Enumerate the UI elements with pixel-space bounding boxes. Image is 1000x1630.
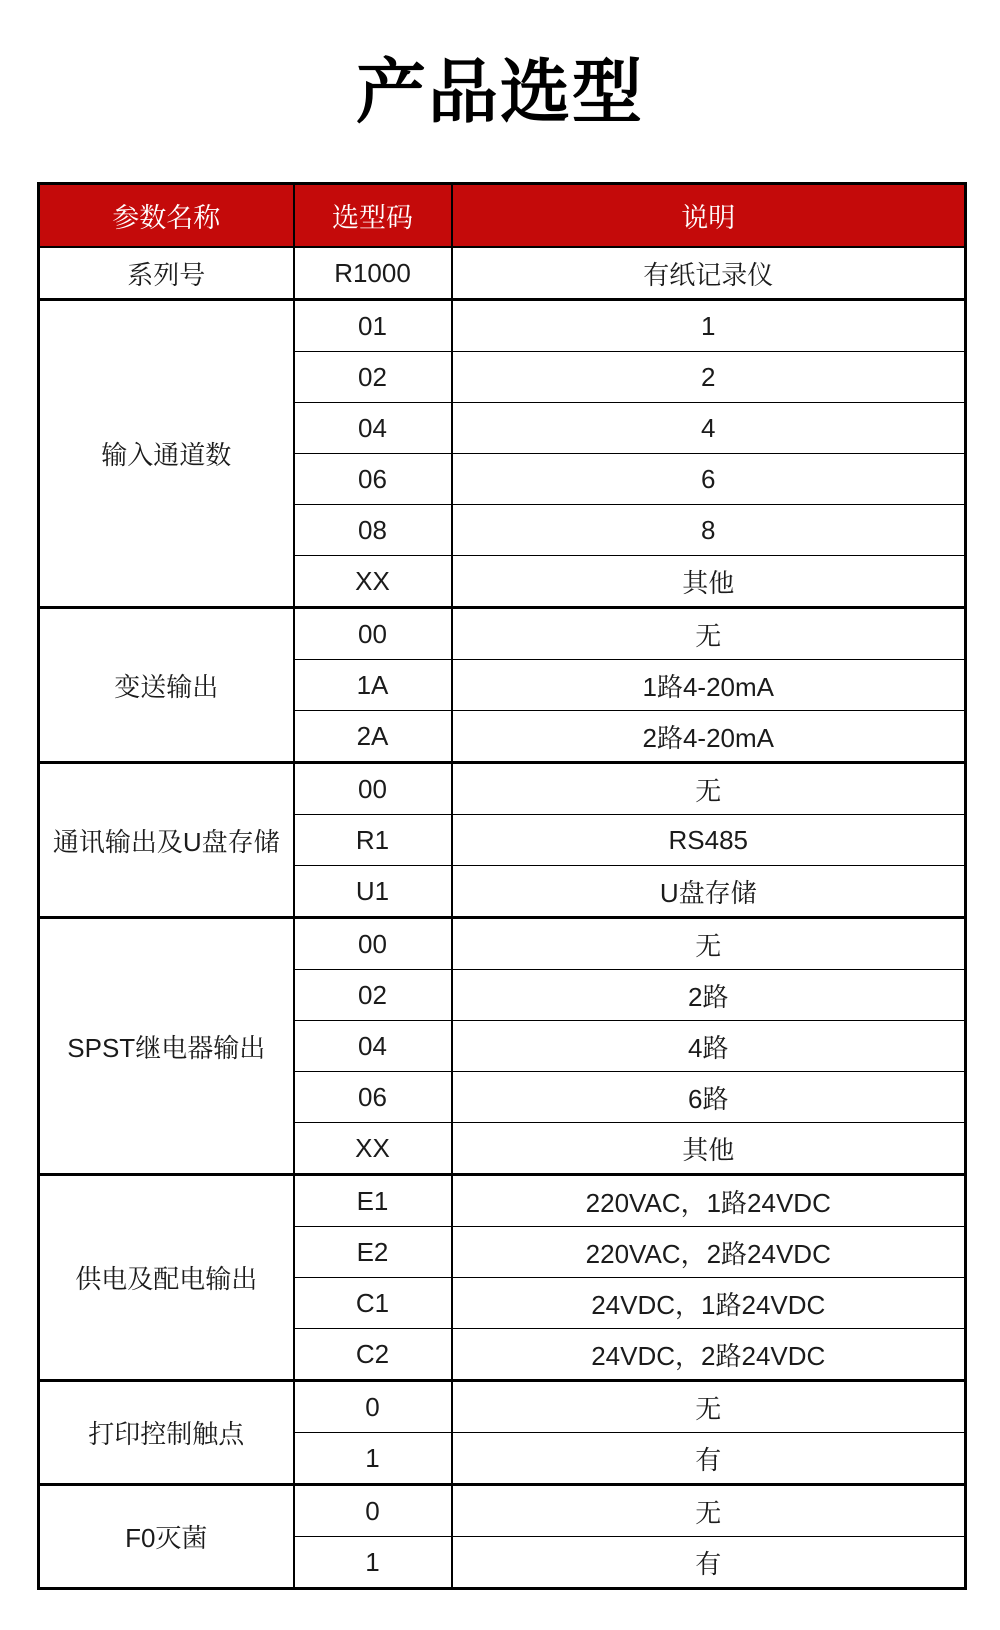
description-cell: 无: [452, 763, 966, 815]
param-name-cell: 系列号: [39, 247, 294, 300]
selection-code-cell: 00: [294, 763, 452, 815]
description-cell: 2路: [452, 970, 966, 1021]
column-header-selection-code: 选型码: [294, 184, 452, 248]
selection-code-cell: XX: [294, 556, 452, 608]
selection-code-cell: 08: [294, 505, 452, 556]
description-cell: 24VDC，1路24VDC: [452, 1278, 966, 1329]
description-cell: 无: [452, 918, 966, 970]
description-cell: 220VAC，1路24VDC: [452, 1175, 966, 1227]
param-name-cell: 打印控制触点: [39, 1381, 294, 1485]
description-cell: 220VAC，2路24VDC: [452, 1227, 966, 1278]
header-row: [39, 184, 966, 248]
description-cell: 4路: [452, 1021, 966, 1072]
description-cell: 2路4-20mA: [452, 711, 966, 763]
selection-code-cell: 06: [294, 454, 452, 505]
selection-code-cell: 04: [294, 403, 452, 454]
selection-code-cell: C2: [294, 1329, 452, 1381]
selection-code-cell: R1000: [294, 247, 452, 300]
description-cell: 有纸记录仪: [452, 247, 966, 300]
table-body: [39, 247, 966, 1589]
selection-code-cell: 06: [294, 1072, 452, 1123]
description-cell: 有: [452, 1537, 966, 1589]
description-cell: RS485: [452, 815, 966, 866]
param-name-cell: SPST继电器输出: [39, 918, 294, 1175]
selection-code-cell: 2A: [294, 711, 452, 763]
selection-code-cell: E1: [294, 1175, 452, 1227]
description-cell: 其他: [452, 556, 966, 608]
selection-code-cell: 01: [294, 300, 452, 352]
description-cell: 无: [452, 1381, 966, 1433]
description-cell: U盘存储: [452, 866, 966, 918]
table-header: [39, 184, 966, 248]
selection-code-cell: XX: [294, 1123, 452, 1175]
description-cell: 6: [452, 454, 966, 505]
selection-code-cell: 04: [294, 1021, 452, 1072]
column-header-param-name: 参数名称: [39, 184, 294, 248]
param-name-cell: 变送输出: [39, 608, 294, 763]
table-row: [39, 1485, 966, 1537]
param-name-cell: 输入通道数: [39, 300, 294, 608]
description-cell: 无: [452, 608, 966, 660]
table-row: [39, 300, 966, 352]
param-name-cell: 供电及配电输出: [39, 1175, 294, 1381]
selection-code-cell: 0: [294, 1485, 452, 1537]
selection-code-cell: C1: [294, 1278, 452, 1329]
description-cell: 其他: [452, 1123, 966, 1175]
selection-code-cell: 02: [294, 970, 452, 1021]
selection-code-cell: U1: [294, 866, 452, 918]
table-row: [39, 608, 966, 660]
description-cell: 1: [452, 300, 966, 352]
table-row: [39, 1381, 966, 1433]
table-row: [39, 247, 966, 300]
param-name-cell: F0灭菌: [39, 1485, 294, 1589]
selection-code-cell: 1: [294, 1537, 452, 1589]
description-cell: 8: [452, 505, 966, 556]
selection-code-cell: E2: [294, 1227, 452, 1278]
selection-code-cell: 02: [294, 352, 452, 403]
table-row: [39, 763, 966, 815]
selection-code-cell: 00: [294, 608, 452, 660]
description-cell: 2: [452, 352, 966, 403]
table-row: [39, 918, 966, 970]
selection-code-cell: 00: [294, 918, 452, 970]
description-cell: 24VDC，2路24VDC: [452, 1329, 966, 1381]
description-cell: 有: [452, 1433, 966, 1485]
selection-code-cell: 1: [294, 1433, 452, 1485]
column-header-description: 说明: [452, 184, 966, 248]
param-name-cell: 通讯输出及U盘存储: [39, 763, 294, 918]
page-title: 产品选型: [356, 53, 644, 131]
selection-code-cell: R1: [294, 815, 452, 866]
selection-code-cell: 0: [294, 1381, 452, 1433]
table-row: [39, 1175, 966, 1227]
description-cell: 4: [452, 403, 966, 454]
description-cell: 无: [452, 1485, 966, 1537]
selection-code-cell: 1A: [294, 660, 452, 711]
product-selection-table: [37, 182, 967, 1590]
description-cell: 1路4-20mA: [452, 660, 966, 711]
description-cell: 6路: [452, 1072, 966, 1123]
